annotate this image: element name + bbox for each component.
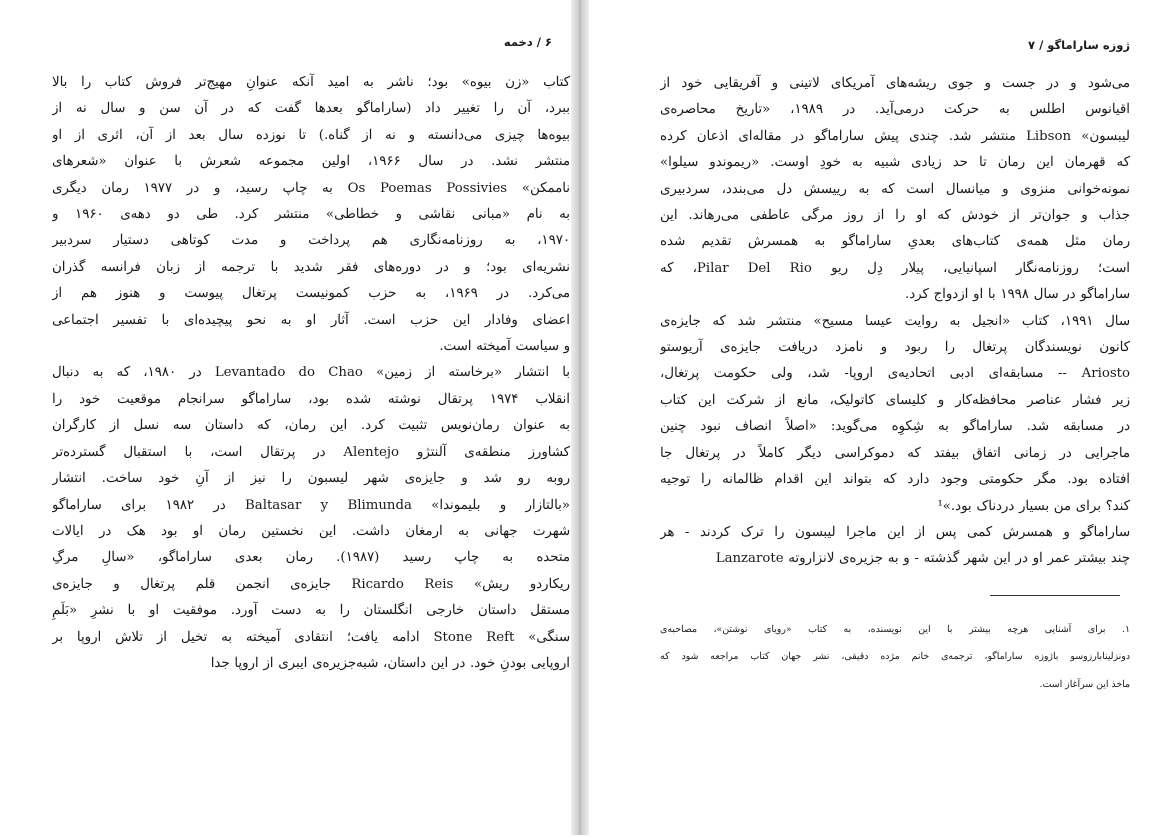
- text-line: جذاب و جوان‌تر از خودش که او را از روز مرگی عاطفی می‌رهاند. این: [660, 208, 1130, 224]
- text-line: در مسابقه شد. ساراماگو به شِکوِه می‌گوید: «اصلاً انصاف نبود چنین: [660, 419, 1130, 435]
- text-line: و سیاست آمیخته است.: [439, 339, 570, 355]
- text-line: اروپایی بودنِ خود. در این داستان، شبه‌جزیره‌ی ایبری از اروپا جدا: [210, 655, 570, 671]
- text-line: سنگی» Stone Reft ادامه یافت؛ انتقادی آمیخته به تخیل از تلاش اروپا بر: [52, 629, 570, 645]
- text-line: ساراماگو و همسرش کمی پس از این ماجرا لیبسون را ترک کردند - هر: [660, 524, 1130, 540]
- text-line: سال ۱۹۹۱، کتاب «انجیل به روایت عیسا مسیح» منتشر شد که جایزه‌ی: [660, 313, 1130, 329]
- footnote-line: دونزلینا‌بارزوسو با‌ژوزه ساراماگو، ترجمه‌ی خانم مژده دقیقی، نشر جهان کتاب مراجعه شود که: [660, 651, 1130, 663]
- text-line: منتشر نشد. در سال ۱۹۶۶، اولین مجموعه شعرش با عنوان «شعرهای: [52, 154, 570, 170]
- footnote-line: ماخذ این سرآغاز است.: [1039, 678, 1130, 690]
- text-line: ساراماگو در سال ۱۹۹۸ با او ازدواج کرد.: [905, 287, 1130, 303]
- text-line: زیر فشار عناصر محافظه‌کار و کلیسای کاتولیک، مانع از شرکت این کتاب: [660, 392, 1130, 408]
- text-line: است؛ روزنامه‌نگار اسپانیایی، پیلار دِل ریو Pilar Del Rio، که: [660, 260, 1130, 276]
- text-line: رمان مثل همه‌ی کتاب‌های بعدیِ ساراماگو به همسرش تقدیم شده: [660, 234, 1130, 250]
- page-body: [660, 71, 1130, 573]
- text-line: متحده به چاپ رسید (۱۹۸۷). رمان بعدی ساراماگو، «سالِ مرگِ: [52, 550, 570, 566]
- text-line: بیوه‌ها چیزی می‌دانسته و نه از گناه.) تا نوزده سال بعد از آن، اثری از او: [52, 127, 570, 143]
- text-line: ناممکن» Os Poemas Possivies به چاپ رسید، و در ۱۹۷۷ رمان دیگری: [52, 180, 570, 196]
- text-line: به نام «مبانی نقاشی و خطاطی» منتشر کرد. طی دو دهه‌ی ۱۹۶۰ و: [52, 207, 570, 223]
- footnotes: [660, 616, 1130, 699]
- text-line: نشریه‌ای بود؛ و در دوره‌های فقر شدید با ترجمه از زبان فرانسه گذران: [52, 259, 570, 275]
- text-line: ۱۹۷۰، به روزنامه‌نگاری هم پرداخت و مدت کوتاهی دستیار سردبیر: [52, 233, 570, 249]
- right-page: [660, 33, 1130, 838]
- text-line: با انتشار «برخاسته از زمین» Levantado do Chao در ۱۹۸۰، که به دنبال: [52, 365, 570, 381]
- text-line: «بالتازار و بلیموندا» Baltasar y Blimunda در ۱۹۸۲ برای ساراماگو: [52, 497, 570, 513]
- text-line: مستقل داستان خارجی انگلستان را به دست آورد. موفقیت او با نشرِ «بَلَمِ: [52, 603, 570, 619]
- text-line: چند بیشتر عمر او در این شهر گذشته - و به جزیره‌ی لانزاروته Lanzarote: [715, 551, 1130, 567]
- text-line: ریکاردو ریش» Ricardo Reis جایزه‌ی انجمن قلم پرتغال و جایزه‌ی: [52, 576, 570, 592]
- text-line: کانون نویسندگان پرتغال را ربود و نامزد دریافت جایزه‌ی آریوستو: [660, 340, 1130, 356]
- text-line: می‌کرد. در ۱۹۶۹، به حزب کمونیست پرتغال پیوست و هنوز هم از: [52, 286, 570, 302]
- text-line: نمونه‌خوانی منزوی و میانسال است که به رییسش دل می‌بندد، سردبیری: [660, 181, 1130, 197]
- text-line: کتاب «زن بیوه» بود؛ ناشر به امید آنکه عنوانِ مهیج‌تر فروش کتاب را بالا: [52, 75, 570, 90]
- text-line: کشاورز منطقه‌ی آلنتژو Alentejo در پرتقال است، با استقبال گسترده‌تر: [52, 444, 570, 460]
- page-header: ژوزه ساراماگو / ۷: [1028, 38, 1130, 52]
- text-line: افتاده بود. مگر حکومتی وجود دارد که بتواند این اقدام ظالمانه را توجیه: [660, 472, 1130, 488]
- footnote-line: ۱. برای آشنایی هرچه بیشتر با این نویسنده، به کتاب «رویای نوشتن»، مصاحبه‌ی: [660, 623, 1130, 635]
- text-line: که قهرمان این رمان تا حد زیادی شبیه به خودِ اوست. «ریموندو سیلوا»: [660, 155, 1130, 171]
- book-gutter: [571, 0, 589, 835]
- text-line: کند؟ برای من بسیار دردناک بود.»¹: [937, 498, 1130, 514]
- text-line: اقیانوس اطلس به حرکت درمی‌آید. در ۱۹۸۹، «تاریخ محاصره‌ی: [660, 102, 1130, 118]
- left-page: [52, 30, 570, 835]
- text-line: ببرد، آن را تغییر داد (ساراماگو بعدها گفت که در آن سن و سال نه از: [52, 101, 570, 117]
- text-line: شهرت جهانی به ارمغان داشت. این نخستین رمان او بود هک در ایالات: [52, 523, 570, 539]
- text-line: لیبسون» Libson منتشر شد. چندی پیش ساراماگو در مقاله‌ای اذعان کرده: [660, 128, 1130, 144]
- text-line: Ariosto -- مسابقه‌ای ادبی اتحادیه‌ی اروپا- شد، ولی حکومت پرتغال،: [660, 366, 1130, 382]
- page-body: [52, 70, 570, 677]
- text-line: اعضای وفادار این حزب است. آثار او به نحو پیچیده‌ای با تفسیر اجتماعی: [52, 312, 570, 328]
- text-line: انقلاب ۱۹۷۴ پرتقال نوشته شده بود، ساراماگو سرانجام موقعیت خود را: [52, 391, 570, 407]
- footnote-separator: [990, 595, 1120, 596]
- text-line: می‌شود و در جست و جوی ریشه‌های آمریکای لاتینی و آفریقایی خود از: [660, 76, 1130, 91]
- text-line: ماجرایی در زمانی اتفاق بیفتد که دموکراسی دیگر کاملاً در پرتغال جا: [660, 445, 1130, 461]
- page-header: ۶ / دخمه: [503, 35, 552, 49]
- text-line: به عنوان رمان‌نویس تثبیت کرد. این رمان، که داستان سه نسل از کارگران: [52, 418, 570, 434]
- text-line: روبه رو شد و جایزه‌ی شهر لیسبون را نیز از آنِ خود ساخت. انتشار: [52, 471, 570, 487]
